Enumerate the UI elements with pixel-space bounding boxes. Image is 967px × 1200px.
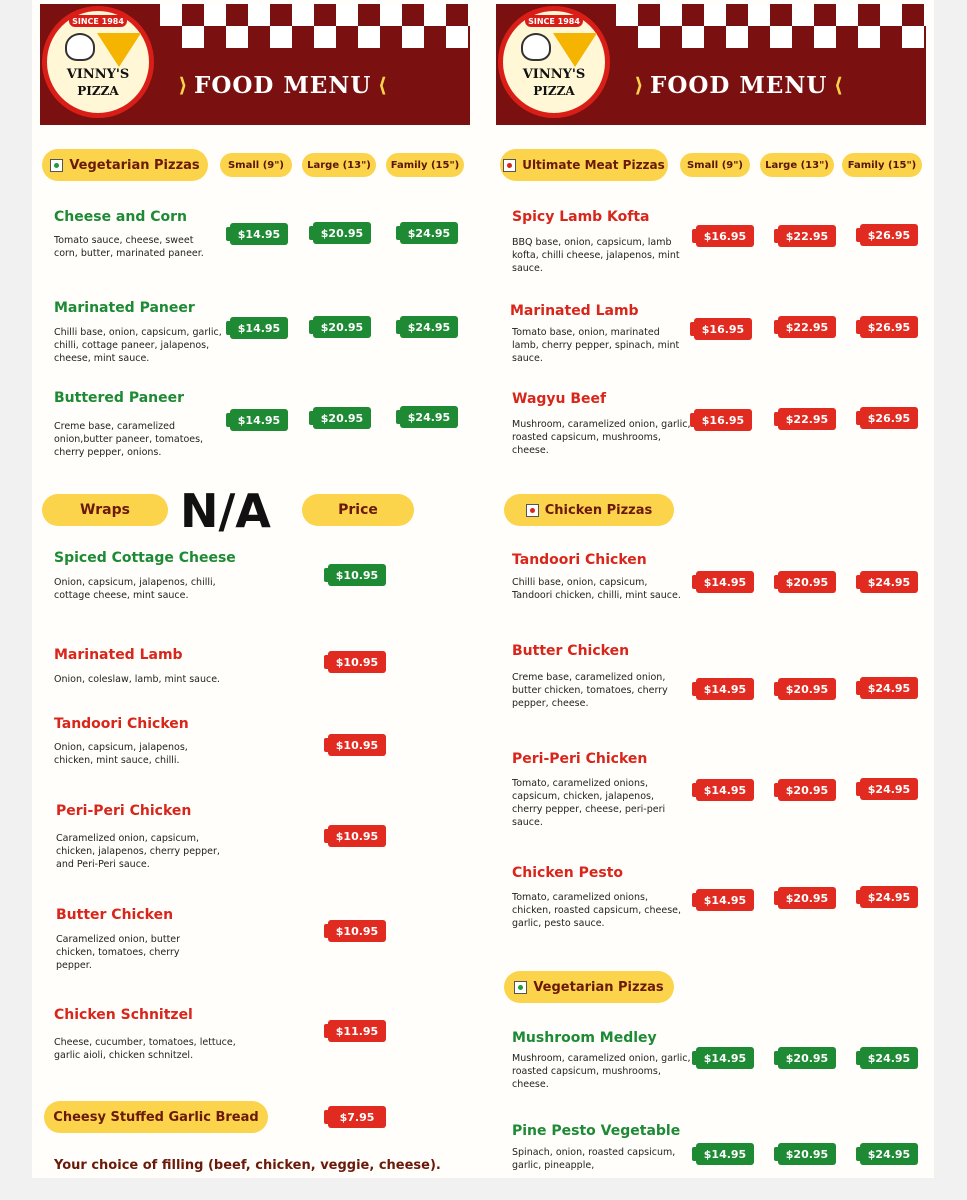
size-large-header: Large (13") <box>302 153 376 177</box>
price-small: $14.95 <box>696 779 754 801</box>
price-family: $24.95 <box>860 571 918 593</box>
menu-item-description: Cheese, cucumber, tomatoes, lettuce, garlic aioli, chicken schnitzel. <box>54 1037 236 1061</box>
menu-item-description: Onion, capsicum, jalapenos, chilli, cottage cheese, mint sauce. <box>54 577 216 601</box>
sparkle-right-icon: ⟨ <box>833 73 843 97</box>
section-wraps: Wraps <box>42 494 168 526</box>
size-small-header: Small (9") <box>220 153 292 177</box>
menu-title: ⟩ FOOD MENU ⟨ <box>628 60 918 110</box>
sparkle-left-icon: ⟩ <box>634 73 644 97</box>
menu-item-name: Wagyu Beef <box>512 391 607 407</box>
price-family: $26.95 <box>860 316 918 338</box>
price-small: $14.95 <box>696 678 754 700</box>
sparkle-left-icon: ⟩ <box>178 73 188 97</box>
menu-item-description: Mushroom, caramelized onion, garlic, roasted capsicum, mushrooms, cheese. <box>512 419 691 456</box>
menu-item-description: Caramelized onion, butter chicken, tomatoes, cherry pepper. <box>56 934 181 971</box>
price-family: $24.95 <box>400 222 458 244</box>
menu-item-description: Mushroom, caramelized onion, garlic, roasted capsicum, mushrooms, cheese. <box>512 1053 691 1090</box>
menu-item-description: Chilli base, onion, capsicum, garlic, chilli, cottage paneer, jalapenos, cheese, mint sauce. <box>54 327 222 364</box>
price-small: $16.95 <box>694 318 752 340</box>
menu-item-description: Tomato, caramelized onions, chicken, roasted capsicum, cheese, garlic, pesto sauce. <box>512 892 682 929</box>
wrap-price: $10.95 <box>328 734 386 756</box>
menu-banner <box>40 4 470 125</box>
wrap-price: $10.95 <box>328 651 386 673</box>
menu-item-name: Tandoori Chicken <box>512 552 647 568</box>
checker-pattern <box>160 4 470 48</box>
size-large-header: Large (13") <box>760 153 834 177</box>
wrap-price: $10.95 <box>328 825 386 847</box>
price-large: $22.95 <box>778 408 836 430</box>
wrap-price: $10.95 <box>328 920 386 942</box>
menu-item-name: Peri-Peri Chicken <box>512 751 648 767</box>
menu-item-name: Pine Pesto Vegetable <box>512 1123 681 1139</box>
price-small: $16.95 <box>694 409 752 431</box>
wraps-price-header: Price <box>302 494 414 526</box>
vinnys-pizza-logo: SINCE 1984 VINNY'S PIZZA <box>498 6 610 118</box>
price-large: $20.95 <box>778 887 836 909</box>
menu-item-description: Onion, capsicum, jalapenos, chicken, mint sauce, chilli. <box>54 742 188 766</box>
not-available-note: N/A <box>180 484 271 538</box>
menu-item-name: Chicken Pesto <box>512 865 624 881</box>
price-small: $14.95 <box>230 317 288 339</box>
menu-item-description: Creme base, caramelized onion, butter chicken, tomatoes, cherry pepper, cheese. <box>512 672 668 709</box>
menu-item-name: Spicy Lamb Kofta <box>512 209 650 225</box>
size-family-header: Family (15") <box>386 153 464 177</box>
price-family: $24.95 <box>400 316 458 338</box>
menu-item-description: Tomato, caramelized onions, capsicum, chicken, jalapenos, cherry pepper, cheese, peri-peri sauce. <box>512 778 666 828</box>
menu-item-description: Chilli base, onion, capsicum, Tandoori chicken, chilli, mint sauce. <box>512 577 681 601</box>
menu-item-name: Tandoori Chicken <box>54 716 189 732</box>
right-menu-page <box>496 0 926 1178</box>
menu-item-description: Onion, coleslaw, lamb, mint sauce. <box>54 674 221 685</box>
price-large: $20.95 <box>778 1143 836 1165</box>
menu-item-name: Marinated Paneer <box>54 300 195 316</box>
section-vegetarian-pizzas: Vegetarian Pizzas <box>504 971 674 1003</box>
filling-note: Your choice of filling (beef, chicken, veggie, cheese). <box>54 1158 441 1173</box>
menu-item-description: Tomato base, onion, marinated lamb, cherry pepper, spinach, mint sauce. <box>512 327 680 364</box>
menu-title: ⟩ FOOD MENU ⟨ <box>172 60 462 110</box>
pizza-slice-icon <box>97 33 141 67</box>
price-small: $14.95 <box>696 1143 754 1165</box>
veg-icon <box>50 159 63 172</box>
price-small: $14.95 <box>230 409 288 431</box>
screen-background <box>0 1178 967 1200</box>
menu-item-description: BBQ base, onion, capsicum, lamb kofta, chilli cheese, jalapenos, mint sauce. <box>512 237 680 274</box>
price-large: $22.95 <box>778 225 836 247</box>
menu-item-name: Spiced Cottage Cheese <box>54 550 236 566</box>
price-large: $20.95 <box>313 316 371 338</box>
vinnys-pizza-logo: SINCE 1984 VINNY'S PIZZA <box>42 6 154 118</box>
pizza-slice-icon <box>553 33 597 67</box>
sparkle-right-icon: ⟨ <box>377 73 387 97</box>
menu-item-name: Butter Chicken <box>512 643 630 659</box>
wrap-price: $11.95 <box>328 1020 386 1042</box>
price-small: $16.95 <box>696 225 754 247</box>
size-small-header: Small (9") <box>680 153 750 177</box>
menu-sheet <box>32 0 934 1178</box>
price-small: $14.95 <box>696 889 754 911</box>
price-family: $26.95 <box>860 407 918 429</box>
section-ultimate-meat-pizzas: Ultimate Meat Pizzas <box>500 149 668 181</box>
section-vegetarian-pizzas: Vegetarian Pizzas <box>42 149 208 181</box>
wrap-price: $10.95 <box>328 564 386 586</box>
menu-item-name: Marinated Lamb <box>510 303 639 319</box>
price-family: $24.95 <box>400 406 458 428</box>
menu-item-name: Peri-Peri Chicken <box>56 803 192 819</box>
menu-item-description: Creme base, caramelized onion,butter paneer, tomatoes, cherry pepper, onions. <box>54 421 204 458</box>
menu-item-name: Marinated Lamb <box>54 647 183 663</box>
price-large: $20.95 <box>778 571 836 593</box>
menu-item-description: Spinach, onion, roasted capsicum, garlic, pineapple, <box>512 1147 676 1171</box>
chef-icon <box>65 33 95 61</box>
non-veg-icon <box>526 504 539 517</box>
menu-item-description: Caramelized onion, capsicum, chicken, jalapenos, cherry pepper, and Peri-Peri sauce. <box>56 833 220 870</box>
size-family-header: Family (15") <box>842 153 922 177</box>
price-large: $20.95 <box>313 222 371 244</box>
price-small: $14.95 <box>230 223 288 245</box>
price-large: $20.95 <box>778 1047 836 1069</box>
garlic-bread-price: $7.95 <box>328 1106 386 1128</box>
menu-item-name: Butter Chicken <box>56 907 174 923</box>
menu-item-name: Cheese and Corn <box>54 209 188 225</box>
menu-item-name: Buttered Paneer <box>54 390 185 406</box>
price-large: $20.95 <box>313 407 371 429</box>
price-family: $24.95 <box>860 1047 918 1069</box>
price-large: $20.95 <box>778 779 836 801</box>
price-family: $24.95 <box>860 778 918 800</box>
price-family: $24.95 <box>860 886 918 908</box>
chef-icon <box>521 33 551 61</box>
checker-pattern <box>616 4 926 48</box>
price-family: $24.95 <box>860 677 918 699</box>
price-large: $22.95 <box>778 316 836 338</box>
price-small: $14.95 <box>696 571 754 593</box>
price-small: $14.95 <box>696 1047 754 1069</box>
menu-item-name: Mushroom Medley <box>512 1030 657 1046</box>
price-family: $26.95 <box>860 224 918 246</box>
veg-icon <box>514 981 527 994</box>
section-garlic-bread: Cheesy Stuffed Garlic Bread <box>44 1101 268 1133</box>
menu-item-name: Chicken Schnitzel <box>54 1007 193 1023</box>
non-veg-icon <box>503 159 516 172</box>
section-chicken-pizzas: Chicken Pizzas <box>504 494 674 526</box>
menu-item-description: Tomato sauce, cheese, sweet corn, butter, marinated paneer. <box>54 235 204 259</box>
left-menu-page <box>40 0 470 1178</box>
price-family: $24.95 <box>860 1143 918 1165</box>
price-large: $20.95 <box>778 678 836 700</box>
menu-banner <box>496 4 926 125</box>
